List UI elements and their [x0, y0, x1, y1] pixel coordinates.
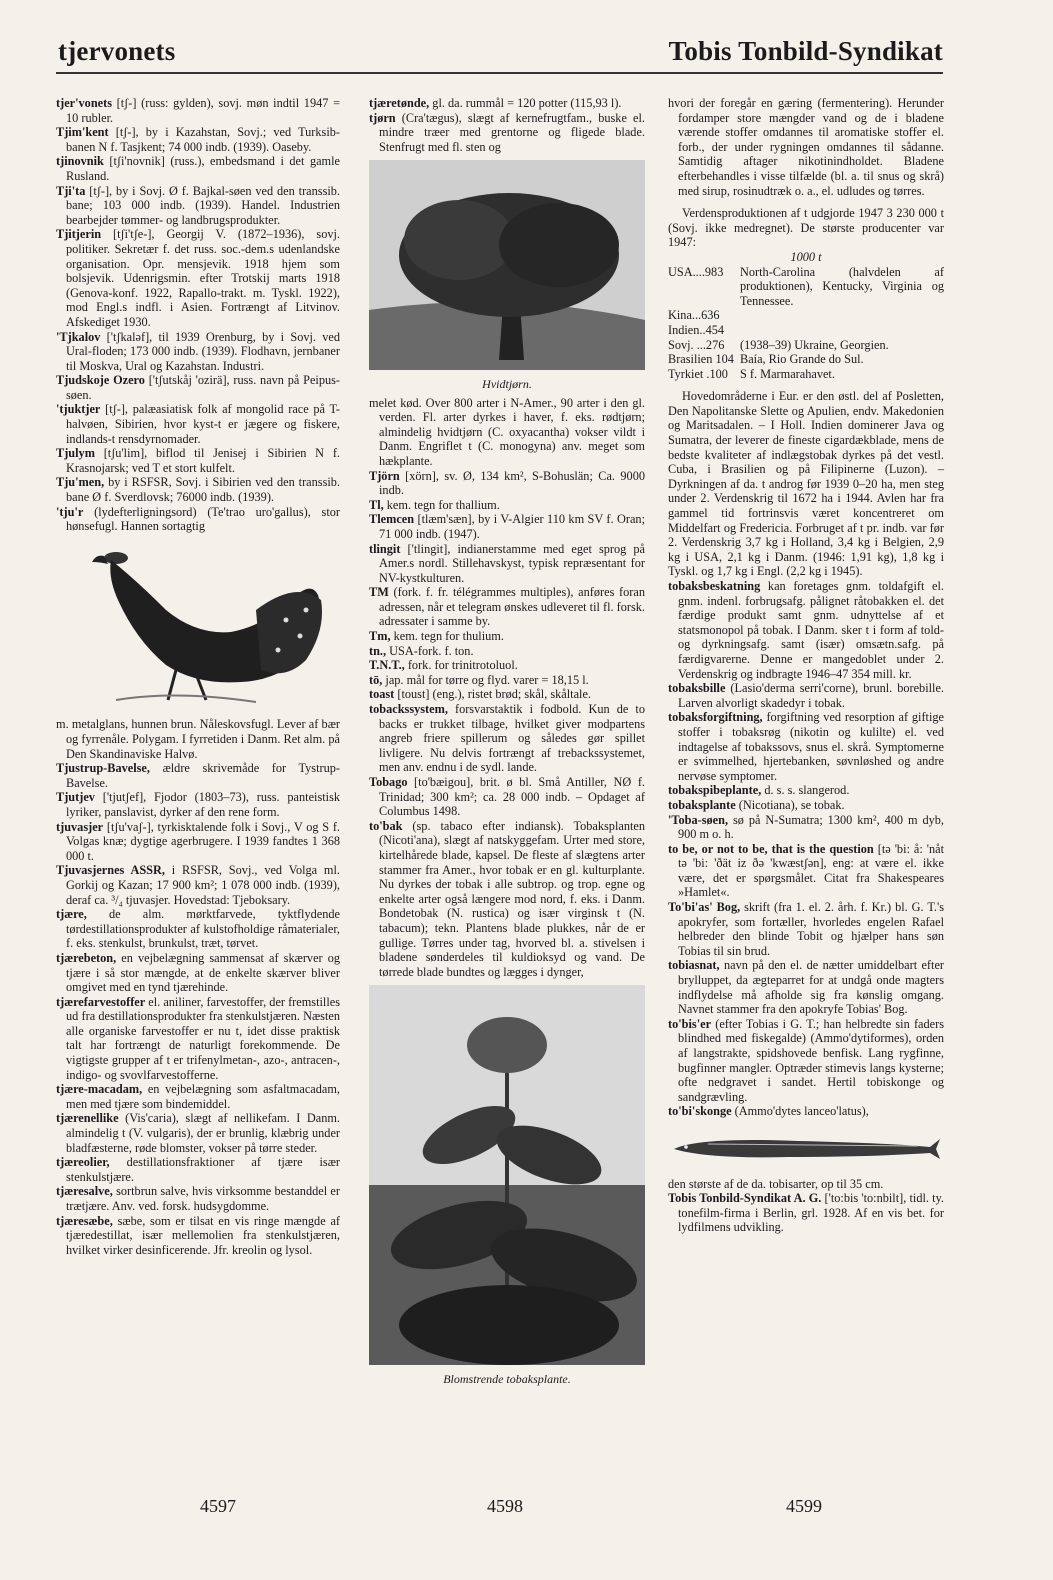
entry-headword: Tlemcen: [369, 512, 415, 527]
entry-headword: 'Toba-søen,: [668, 812, 729, 827]
dictionary-entry: [56, 505, 340, 534]
page-number-3: 4599: [786, 1496, 822, 1516]
entry-headword: tobaksplante: [668, 797, 736, 812]
dictionary-entry: [369, 498, 645, 513]
entry-text: d. s. s. slangerod.: [761, 783, 850, 798]
dictionary-entry: [369, 658, 645, 673]
dictionary-entry: [369, 111, 645, 155]
hawthorn-caption: Hvidtjørn.: [482, 376, 532, 391]
entry-text: i RSFSR, Sovj., ved Volga ml. Gorkij og Kazan; 17 900 km²; 1 078 000 indb. (1939), deraf ca. ³/₄ tjuvasjer. Hovedstad: Tjeboksary.: [66, 863, 340, 907]
production-unit: 1000 t: [790, 249, 822, 264]
dictionary-entry: [56, 227, 340, 329]
production-row: [668, 308, 944, 323]
entry-headword: TM: [369, 585, 389, 600]
entry-text: [tʃu'vaʃ-], tyrkisktalende folk i Sovj., V og S f. Volgas knæ; dygtige agerbrugere. I 1939 fandtes 1 368 000 t.: [66, 819, 340, 863]
entry-text: sæbe, som er tilsat en vis ringe mængde af tjæredestillat, især mellemolien fra stenkulstjæren, hvilket virker desinficerende. Jfr. kreolin og lysol.: [66, 1213, 340, 1257]
dictionary-entry: [369, 512, 645, 541]
dictionary-entry: [668, 681, 944, 710]
dictionary-entry: [56, 184, 340, 228]
dictionary-entry: [56, 154, 340, 183]
entry-text: melet kød. Over 800 arter i N-Amer., 90 arter i den gl. verden. Fl. arter dyrkes i haver, f. eks. rødtjørn; almindelig hvidtjørn (C. oxyacantha) vokser vildt i Danm. Engriflet t (C. monogyna) anv. meget som hækplante.: [369, 395, 645, 468]
dictionary-entry: [56, 863, 340, 907]
entry-headword: 'tjuktjer: [56, 402, 101, 417]
entry-text: (efter Tobias i G. T.; han helbredte sin faders blindhed med fiskegalde) (Ammo'dytiformes), orden af langstrakte, spidshovede benfisk. Lang rygfinne, bugfinner mangler. Optræder stimevis langs kysterne; ofte nedgravet i sandet. Hertil tobiskonge og sandgrævling.: [678, 1016, 944, 1104]
entry-text: el. aniliner, farvestoffer, der fremstilles ud fra destillationsprodukter fra stenkulstjæren. Næsten alle organiske farvestoffer er nu t, idet disse praktisk talt har fortrængt de naturligt forekommende. De vigtigste grupper af t er trifenylmetan-, azo-, antracen-, indigo- og svovlfarvestofferne.: [66, 994, 340, 1082]
entry-headword: Tju'men,: [56, 475, 105, 490]
entry-headword: tjæresæbe,: [56, 1213, 113, 1228]
dictionary-entry: [56, 96, 340, 125]
dictionary-entry: [56, 402, 340, 446]
page-number-1: 4597: [200, 1496, 236, 1516]
entry-text: (fork. f. fr. télégrammes multiples), anføres foran adressen, når et telegram ønskes udleveret til fl. forsk. adressater i samme by.: [379, 585, 645, 629]
entry-headword: tobackssystem,: [369, 702, 448, 717]
entry-headword: to'bis'er: [668, 1016, 712, 1031]
entry-headword: Tji'ta: [56, 183, 86, 198]
entry-headword: tjære-macadam,: [56, 1082, 143, 1097]
dictionary-entry: [668, 1191, 944, 1235]
entries-col1-a: [56, 96, 340, 534]
entry-headword: Tjuvasjernes ASSR,: [56, 863, 165, 878]
tobacco-plant-photo: [369, 985, 645, 1386]
header-rule: [56, 72, 943, 74]
running-head-right: Tobis Tonbild-Syndikat: [668, 36, 943, 66]
entry-headword: Tobago: [369, 775, 408, 789]
running-head-left: tjervonets: [58, 36, 176, 66]
entry-headword: Tjitjerin: [56, 227, 102, 242]
entry-text: (Vis'caria), slægt af nellikefam. I Danm. almindelig t (V. vulgaris), der er brunlig, klæbrig under bladfæsterne, røde blomster, vokser på tørre steder.: [66, 1111, 340, 1155]
entry-text: forgiftning ved resorption af giftige stoffer i tobaksrøg (nikotin og kulilte) el. ved indtagelse af tobakssovs, snus el. skrå. Symptomerne er svimmelhed, hjertebanken, søvnløshed og andre nervøse symptomer.: [678, 710, 944, 783]
entry-text: navn på den el. de nætter umiddelbart efter brylluppet, da ægteparret for at undgå onde magters indflydelse må afholde sig fra kønslig omgang. Navnet stammer fra den apokryfe Tobias' Bog.: [678, 958, 944, 1017]
entries-col1-b: [56, 717, 340, 1257]
entry-headword: Tjutjev: [56, 790, 95, 805]
dictionary-entry: [369, 687, 645, 702]
dictionary-entry: [369, 469, 645, 498]
entry-text: sortbrun salve, hvis virksomme bestanddel er trætjære. Anv. ved. forsk. hudsygdomme.: [66, 1184, 340, 1213]
entry-headword: tjørn: [369, 110, 396, 125]
production-row: [668, 367, 944, 382]
production-note: (1938–39) Ukraine, Georgien.: [740, 337, 889, 352]
entry-headword: tjuvasjer: [56, 819, 104, 834]
dictionary-entry: [56, 820, 340, 864]
dictionary-entry: [668, 958, 944, 1016]
entry-text: skrift (fra 1. el. 2. årh. f. Kr.) bl. G. T.'s apokryfer, som fortæller, hvorledes engelen Rafael helbreder den blinde Tobit og hjælper hans søn Tobias til sin brud.: [678, 900, 944, 958]
entry-headword: Tjulym: [56, 446, 95, 461]
entry-text: ['tjutʃef], Fjodor (1803–73), russ. panteistisk lyriker, panslavist, dyrker af den rene form.: [66, 790, 340, 819]
entry-text: en vejbelægning som asfaltmacadam, men med tjære som bindemiddel.: [66, 1082, 340, 1111]
capercaillie-illustration: [56, 540, 340, 714]
dictionary-entry: [369, 542, 645, 586]
entry-text: kan foretages gnm. toldafgift el. gnm. indenl. forbrugsafg. pålignet råtobakken el. det færdige produkt samt gnm. udnyttelse af et statsmonopol på tobak. I Danm. sker t i form af told- og dyrkningsafg. samt (især) omsætn.safg. på færdigvarerne. Denne er mangedoblet under 2. Verdenskrig og indbragte 1946–47 354 mill. kr.: [678, 579, 944, 681]
entry-headword: Tl,: [369, 497, 384, 512]
entry-text: ['tʃutskåj 'ozirä], russ. navn på Peipus-søen.: [66, 373, 340, 402]
dictionary-entry: [369, 629, 645, 644]
production-country: USA....983: [668, 264, 724, 279]
capercaillie-bird-icon: [56, 540, 340, 710]
column-3: [668, 96, 944, 1235]
dictionary-entry: [56, 125, 340, 154]
production-country: Sovj. ...276: [668, 337, 725, 352]
production-row: [668, 338, 944, 353]
dictionary-entry: [56, 1184, 340, 1213]
dictionary-entry: [56, 995, 340, 1083]
dictionary-entry: [668, 710, 944, 783]
entry-headword: Tjörn: [369, 468, 400, 483]
tobacco-caption: Blomstrende tobaksplante.: [443, 1371, 571, 1386]
entry-text: (sp. tabaco efter indiansk). Tobaksplanten (Nicoti'ana), slægt af natskyggefam. Urter med store, kirtelhårede blade, kapsel. De fleste af slægtens arter stammer fra Amer., hvor tobak er en gl. kulturplante. Nu dyrkes der tobak i alle subtrop. og trop. egne og enkelte arter også længere mod nord, f. eks. i Danm. Bondetobak (N. rustica) og især virginsk t (N. tabacum); tekn. Plantens blade plukkes, når de er gullige. Tørres under tag, hvorved bl. a. stivelsen i bladene sønderdeles til kuldioksyd og vand. De tørrede blade bundtes og lægges i dynger,: [379, 818, 645, 979]
entry-headword: to be, or not to be, that is the question: [668, 841, 874, 856]
entry-text: ['to:bis 'to:nbilt], tidl. ty. tonefilm-firma i Berlin, grl. 1928. Af en vis bet. for lydfilmens udvikling.: [678, 1191, 944, 1235]
production-table: [668, 265, 944, 382]
entry-text: USA-fork. f. ton.: [386, 643, 474, 658]
dictionary-entry: [56, 1082, 340, 1111]
entry-headword: tlingit: [369, 541, 401, 556]
sand-eel-illustration: [668, 1125, 944, 1173]
dictionary-entry: [56, 330, 340, 374]
dictionary-entry: [56, 951, 340, 995]
production-note: North-Carolina (halvdelen af produktionen), Kentucky, Virginia og Tennessee.: [740, 264, 944, 308]
entry-text: by i RSFSR, Sovj. i Sibirien ved den transsib. bane Ø f. Sverdlovsk; 76000 indb. (1939).: [66, 475, 340, 505]
entry-text: ældre skrivemåde for Tystrup-Bavelse.: [66, 761, 340, 790]
column-1: [56, 96, 340, 1257]
entry-headword: Tjustrup-Bavelse,: [56, 761, 150, 776]
entry-text: (Nicotiana), se tobak.: [735, 797, 845, 812]
entry-text: jap. mål for tørre og flyd. varer = 18,15 l.: [382, 672, 589, 687]
entry-text: sø på N-Sumatra; 1300 km², 400 m dyb, 900 m o. h.: [678, 812, 944, 842]
entry-headword: To'bi'as' Bog,: [668, 900, 741, 915]
entry-text: m. metalglans, hunnen brun. Nåleskovsfugl. Lever af bær og fyrrenåle. Polygam. I fyrretiden i Danm. Ret alm. på Den Skandinaviske Halvø.: [56, 717, 340, 761]
production-row: [668, 352, 944, 367]
dictionary-entry: [668, 813, 944, 842]
dictionary-entry: [56, 790, 340, 819]
dictionary-entry: [56, 761, 340, 790]
hawthorn-tree-icon: [369, 160, 645, 370]
entry-headword: tobaksforgiftning,: [668, 710, 763, 725]
dictionary-entry: [668, 783, 944, 798]
entry-text: (Ammo'dytes lanceo'latus),: [731, 1104, 869, 1119]
dictionary-entry: [369, 396, 645, 469]
entry-headword: tobaksbeskatning: [668, 579, 761, 593]
production-note: Baía, Rio Grande do Sul.: [740, 352, 864, 367]
dictionary-entry: [369, 585, 645, 629]
entries-col2-a: [369, 96, 645, 154]
tobacco-plant-icon: [369, 985, 645, 1365]
dictionary-entry: [668, 900, 944, 958]
dictionary-entry: [56, 373, 340, 402]
entry-text: [tʃ-], palæasiatisk folk af mongolid race på T-halvøen, Sibirien, hvor kyst-t er jægere og fiskere, indlands-t rensdyrnomader.: [66, 402, 340, 446]
entry-headword: 'Tjkalov: [56, 329, 101, 344]
entry-text: [toust] (eng.), ristet brød; skål, skåltale.: [394, 687, 591, 702]
entry-text: ['tʃkaləf], til 1939 Orenburg, by i Sovj. ved Ural-floden; 173 000 indb. (1939). Flodhavn, jernbaner til Moskva, Ural og Kazahstan. Industri.: [66, 329, 340, 373]
entry-headword: Tobis Tonbild-Syndikat A. G.: [668, 1191, 822, 1206]
entry-headword: Tjudskoje Ozero: [56, 373, 145, 388]
entry-text: (lydefterligningsord) (Te'trao uro'gallus), stor hønsefugl. Hannen sortagtig: [66, 504, 340, 534]
entry-text: [tə 'bi: å: 'nåt tə 'bi: 'ðät iz ðə 'kwæstʃən], eng: at være el. ikke være, det er spørgsmålet. Citat fra Shakespeares »Hamlet«.: [678, 841, 944, 900]
entry-headword: tobaksbille: [668, 681, 726, 696]
entries-col3-a: [668, 96, 944, 198]
entry-text: en vejbelægning sammensat af skærver og tjære i så stor mængde, at de enkelte skærver bliver omgivet med en tynd tjærehinde.: [66, 950, 340, 995]
entry-headword: 'tju'r: [56, 504, 84, 519]
entry-headword: tjinovnik: [56, 154, 104, 169]
entry-text: de alm. mørktfarvede, tyktflydende tørdestillationsprodukter af kulstofholdige råmaterialer, f. eks. stenkulst, brunkulst, træt, tørvet.: [66, 907, 340, 951]
dictionary-entry: [56, 475, 340, 504]
dictionary-entry: [668, 1104, 944, 1119]
entry-text: [tʃi'tʃe-], Georgij V. (1872–1936), sovj. politiker. Sekretær f. det russ. soc.-dem.s udenlandske organisation. Opr. mensjevik. 1918 hjem som bolsjevik. Udenrigsmin. efter Trotskij marts 1918 (Genova-konf. 1922, Rapallo-trakt. m. Tyskl. 1922), mod Engl.s indfl. i Asien. Fortrængt af Litvinov. Afskediget 1930.: [66, 227, 340, 329]
dictionary-entry: [369, 775, 645, 819]
dictionary-entry: [56, 1111, 340, 1155]
entry-text: destillationsfraktioner af tjære især stenkulstjære.: [66, 1155, 340, 1184]
entry-headword: tobiasnat,: [668, 958, 720, 973]
dictionary-entry: [668, 1177, 944, 1192]
entry-text: [tʃu'lim], biflod til Jenisej i Sibirien N f. Krasnojarsk; ved T et stort kulfelt.: [66, 446, 340, 475]
dictionary-entry: [56, 1214, 340, 1258]
entry-headword: tjæretønde,: [369, 96, 430, 110]
entry-text: (Cra'tægus), slægt af kernefrugtfam., buske el. mindre træer med grentorne og fligede blade. Stenfrugt med fl. sten og: [379, 110, 645, 154]
dictionary-entry: [369, 702, 645, 775]
production-row: [668, 323, 944, 338]
production-country: Kina...636: [668, 308, 720, 323]
production-note: S f. Marmarahavet.: [740, 366, 835, 381]
entry-headword: tn.,: [369, 643, 387, 658]
dictionary-entry: [369, 673, 645, 688]
production-country: Tyrkiet .100: [668, 366, 728, 381]
entry-text: [tʃ-], by i Sovj. Ø f. Bajkal-søen ved den transsib. bane; 103 000 indb. (1939). Handel. Industrien bearbejder tømmer- og landbrugsprodukter.: [66, 183, 340, 227]
hawthorn-photo: [369, 160, 645, 391]
entry-headword: tjæresalve,: [56, 1184, 113, 1199]
entries-col2-b: [369, 396, 645, 980]
dictionary-entry: [668, 798, 944, 813]
dictionary-entry: [56, 907, 340, 951]
dictionary-entry: [56, 446, 340, 475]
entry-headword: Tjim'kent: [56, 125, 109, 140]
dictionary-entry: [668, 96, 944, 198]
entry-text: [xörn], sv. Ø, 134 km², S-Bohuslän; Ca. 9000 indb.: [379, 468, 645, 498]
entry-headword: toast: [369, 687, 395, 702]
entry-text: [tlæm'sæn], by i V-Algier 110 km SV f. Oran; 71 000 indb. (1947).: [379, 512, 645, 541]
dictionary-entry: [369, 819, 645, 980]
column-2: [369, 96, 645, 1391]
entry-headword: tobakspibeplante,: [668, 783, 762, 798]
sand-eel-fish-icon: [668, 1125, 944, 1169]
entries-col3-b: [668, 579, 944, 1119]
entry-headword: T.N.T.,: [369, 658, 405, 673]
entry-headword: Tm,: [369, 629, 391, 644]
entry-text: gl. da. rummål = 120 potter (115,93 l).: [429, 96, 622, 110]
production-intro: Verdensproduktionen af t udgjorde 1947 3 230 000 t (Sovj. ikke medregnet). De største producenter var 1947:: [668, 206, 944, 250]
regions-paragraph: Hovedområderne i Eur. er den østl. del af Posletten, Den Napolitanske Slette og Apulien, endv. Makedonien og Maritsadalen. – I Holl. Indien dominerer Java og Sumatra, der leverer de fineste cigardækblade, mens de bedste kvaliteter af indlægstobak dyrkes på det vestl. Cuba, i Brasilien og på Filipinerne (Luzon). – Dyrkningen af da. t androg før 1939 0–20 ha, men steg under 2. Verdenskrig til 1672 ha i 1944. Avlen har fra gammel tid fortrinsvis været koncentreret om Middelfart og Fredericia. Forbruget af t pr. indb. var før 2. Verdenskrig 3,7 kg i Holland, 3,4 kg i Belgien, 2,9 kg i USA, 2,1 kg i Danm. (1946: 1,91 kg), 1,8 kg i Tyskl. og 1,7 kg i Engl. (2,2 kg i 1945).: [668, 389, 944, 579]
entry-text: [to'bæigou], brit. ø bl. Små Antiller, NØ f. Trinidad; 300 km²; ca. 28 000 indb. – Opdaget af Columbus 1498.: [379, 775, 645, 819]
production-country: Indien..454: [668, 322, 725, 337]
entry-text: [tʃ-], by i Kazahstan, Sovj.; ved Turksib-banen N f. Tasjkent; 74 000 indb. (1939). Oaseby.: [66, 125, 340, 154]
dictionary-entry: [668, 1017, 944, 1105]
entry-text: [tʃi'novnik] (russ.), embedsmand i det gamle Rusland.: [66, 154, 340, 183]
entry-text: (Lasio'derma serri'corne), brunl. borebille. Larven alvorligt skadedyr i tobak.: [678, 681, 944, 710]
dictionary-entry: [56, 717, 340, 761]
dictionary-entry: [56, 1155, 340, 1184]
entry-text: ['tlingit], indianerstamme med eget sprog på Amer.s nordl. Stillehavskyst, typisk repræsentant for NV-kystkulturen.: [379, 541, 645, 585]
dictionary-entry: [668, 842, 944, 900]
entry-headword: tjærenellike: [56, 1111, 119, 1126]
entry-text: hvori der foregår en gæring (fermentering). Herunder fordamper store mængder vand og de i bladene værende stoffer omdannes til aromatiske stoffer el. forb., der under rygningen omdannes til sådanne. Samtidig aftager nikotinindholdet. Bladene efterbehandles i visse tilfælde (bl. a. til snus og skrå) med sirup, rosinudtræk o. a., el. udludes og tørres.: [668, 96, 944, 198]
entries-col3-c: [668, 1177, 944, 1235]
entry-headword: tjærebeton,: [56, 950, 117, 965]
entry-headword: to'bak: [369, 818, 403, 833]
entry-text: [tʃ-] (russ: gylden), sovj. møn indtil 1947 = 10 rubler.: [66, 96, 340, 125]
entry-headword: tjære,: [56, 907, 87, 922]
entry-headword: tjærefarvestoffer: [56, 994, 146, 1009]
entry-text: kem. tegn for thulium.: [390, 629, 504, 644]
dictionary-entry: [369, 96, 645, 111]
entry-text: fork. for trinitrotoluol.: [404, 658, 518, 673]
dictionary-entry: [668, 579, 944, 681]
dictionary-entry: [369, 644, 645, 659]
entry-text: kem. tegn for thallium.: [383, 497, 500, 512]
entry-text: forsvarstaktik i fodbold. Kun de to backs er trukket tilbage, hvilket giver modpartens angreb friere spillerum og således gør spillet livligere. Nu delvis fortrængt af trebackssystemet, men anv. endnu i de sydl. lande.: [379, 702, 645, 775]
entry-text: den største af de da. tobisarter, op til 35 cm.: [668, 1176, 884, 1191]
page-number-2: 4598: [487, 1496, 523, 1516]
production-row: [668, 265, 944, 309]
entry-headword: tjæreolier,: [56, 1155, 110, 1170]
entry-headword: tō,: [369, 672, 383, 687]
entry-headword: tjer'vonets: [56, 96, 112, 110]
production-country: Brasilien 104: [668, 352, 734, 367]
entry-headword: to'bi'skonge: [668, 1104, 732, 1119]
